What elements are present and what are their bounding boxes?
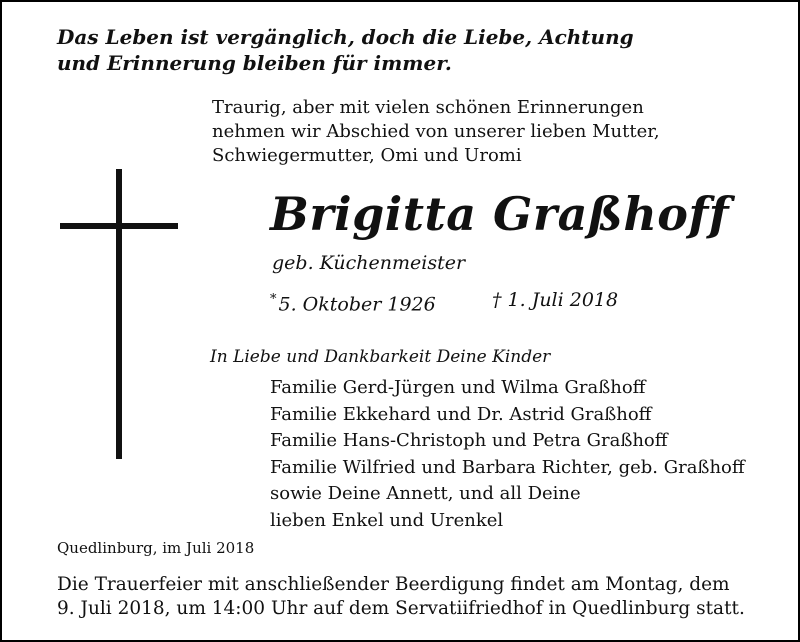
mourner-line: lieben Enkel und Urenkel bbox=[270, 509, 504, 531]
mourner-line: Familie Wilfried und Barbara Richter, geb. Graßhoff bbox=[270, 456, 745, 478]
mourners-intro: In Liebe und Dankbarkeit Deine Kinder bbox=[210, 347, 551, 367]
motto-line: und Erinnerung bleiben für immer. bbox=[57, 51, 452, 75]
funeral-line: 9. Juli 2018, um 14:00 Uhr auf dem Servatiifriedhof in Quedlinburg statt. bbox=[57, 598, 745, 619]
intro-line: Traurig, aber mit vielen schönen Erinnerungen bbox=[212, 97, 644, 118]
mourner-line: Familie Hans-Christoph und Petra Graßhoff bbox=[270, 430, 668, 451]
motto-line: Das Leben ist vergänglich, doch die Liebe, Achtung bbox=[57, 25, 634, 49]
place-and-date: Quedlinburg, im Juli 2018 bbox=[57, 539, 255, 557]
cross-vertical-bar bbox=[116, 169, 122, 459]
cross-horizontal-bar bbox=[60, 223, 178, 229]
maiden-name: geb. Küchenmeister bbox=[272, 252, 466, 274]
mourner-line: sowie Deine Annett, und all Deine bbox=[270, 483, 581, 504]
mourner-line: Familie Gerd-Jürgen und Wilma Graßhoff bbox=[270, 377, 646, 398]
mourners-list bbox=[270, 375, 745, 534]
mourner-line: Familie Ekkehard und Dr. Astrid Graßhoff bbox=[270, 403, 652, 425]
motto-quote bbox=[57, 24, 634, 76]
deceased-name: Brigitta Graßhoff bbox=[270, 187, 730, 241]
birth-symbol: * bbox=[270, 292, 277, 307]
funeral-details bbox=[57, 573, 745, 621]
intro-line: Schwiegermutter, Omi und Uromi bbox=[212, 145, 522, 166]
funeral-line: Die Trauerfeier mit anschließender Beerdigung findet am Montag, dem bbox=[57, 574, 730, 595]
death-date: † 1. Juli 2018 bbox=[492, 289, 619, 311]
intro-line: nehmen wir Abschied von unserer lieben Mutter, bbox=[212, 121, 660, 142]
intro-text bbox=[212, 96, 660, 168]
birth-date: 5. Oktober 1926 bbox=[278, 293, 436, 316]
birth-date-line bbox=[270, 287, 436, 317]
